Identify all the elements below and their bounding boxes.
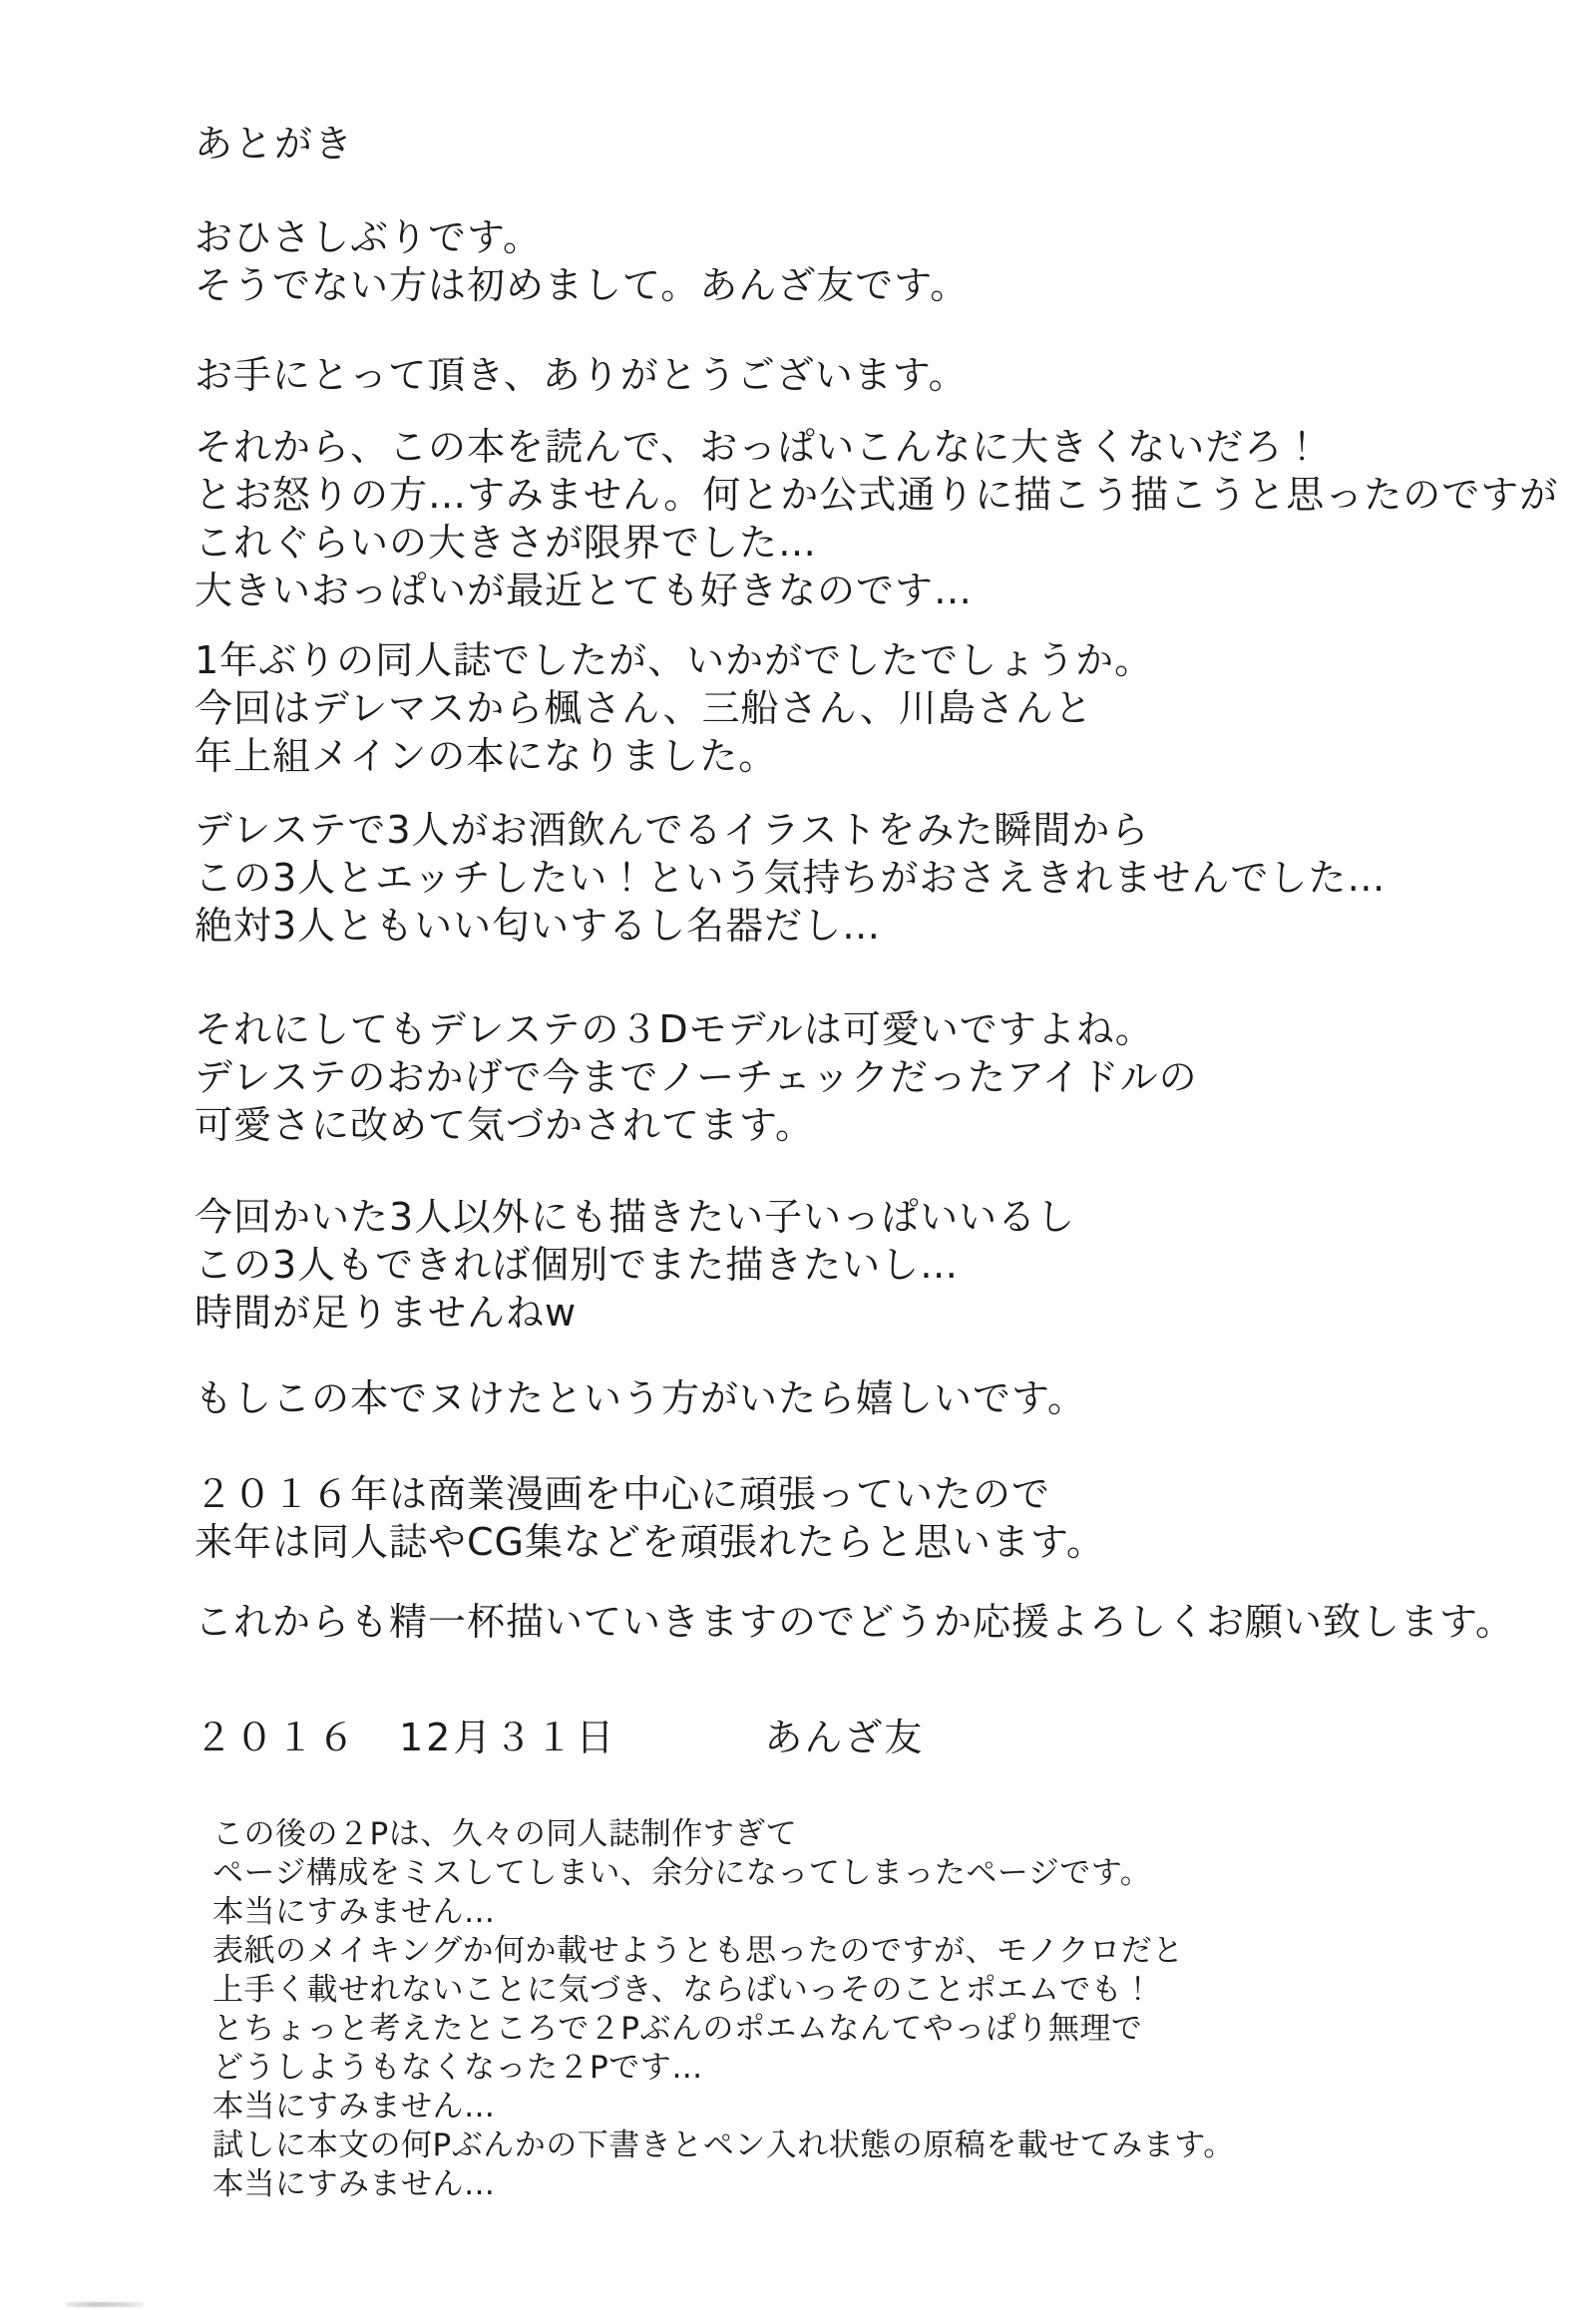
text-line: お手にとって頂き、ありがとうございます。 bbox=[195, 353, 968, 397]
signature-author: あんざ友 bbox=[764, 1716, 925, 1759]
text-line: とお怒りの方…すみません。何とか公式通りに描こう描こうと思ったのですが bbox=[195, 473, 1559, 517]
para-want-to-draw-more bbox=[195, 1193, 1075, 1337]
text-line: それにしてもデレステの３Dモデルは可愛いですよね。 bbox=[195, 1007, 1154, 1051]
signature-date: ２０１６ 12月３１日 bbox=[195, 1716, 617, 1759]
text-line: 本当にすみません… bbox=[212, 1894, 496, 1930]
text-line: 今回かいた3人以外にも描きたい子いっぱいいるし bbox=[195, 1195, 1076, 1239]
para-size-apology bbox=[195, 423, 1558, 614]
text-line: これぐらいの大きさが限界でした… bbox=[195, 521, 818, 565]
para-greeting bbox=[195, 213, 969, 309]
para-3d-models bbox=[195, 1005, 1198, 1149]
para-illustration-inspiration bbox=[195, 806, 1386, 950]
text-line: そうでない方は初めまして。あんざ友です。 bbox=[195, 263, 970, 307]
text-line: 本当にすみません… bbox=[212, 2166, 496, 2202]
text-line: どうしようもなくなった２Pです… bbox=[212, 2050, 703, 2086]
text-line: この3人とエッチしたい！という気持ちがおさえきれませんでした… bbox=[195, 856, 1387, 900]
text-line: 本当にすみません… bbox=[212, 2089, 496, 2124]
para-first-doujin-in-a-year bbox=[195, 636, 1153, 780]
para-thanks bbox=[195, 351, 968, 399]
text-line: 表紙のメイキングか何か載せようとも思ったのですが、モノクロだと bbox=[212, 1933, 1184, 1969]
text-line: とちょっと考えたところで２Pぶんのポエムなんてやっぱり無理で bbox=[212, 2011, 1143, 2047]
text-line: もしこの本でヌけたという方がいたら嬉しいです。 bbox=[195, 1376, 1086, 1420]
text-line: この3人もできれば個別でまた描きたいし… bbox=[195, 1243, 960, 1287]
text-line: それから、この本を読んで、おっぱいこんなに大きくないだろ！ bbox=[195, 425, 1323, 469]
text-line: 上手く載せれないことに気づき、ならばいっそのことポエムでも！ bbox=[212, 1972, 1154, 2008]
text-line: 試しに本文の何Pぶんかの下書きとペン入れ状態の原稿を載せてみます。 bbox=[212, 2127, 1235, 2163]
text-line: 今回はデレマスから楓さん、三船さん、川島さんと bbox=[195, 686, 1093, 730]
text-line: ページ構成をミスしてしまい、余分になってしまったページです。 bbox=[212, 1855, 1152, 1891]
text-line: 絶対3人ともいい匂いするし名器だし… bbox=[195, 904, 882, 948]
text-line: 年上組メインの本になりました。 bbox=[195, 734, 778, 778]
scan-smudge-artifact bbox=[66, 2302, 144, 2307]
text-line: 大きいおっぱいが最近とても好きなのです… bbox=[195, 569, 974, 612]
note-block bbox=[212, 1815, 1235, 2204]
text-line: この後の２Pは、久々の同人誌制作すぎて bbox=[212, 1816, 798, 1852]
text-line: 来年は同人誌やCG集などを頑張れたらと思います。 bbox=[195, 1520, 1105, 1564]
text-line: デレステのおかげで今までノーチェックだったアイドルの bbox=[195, 1055, 1198, 1099]
para-2016-plans bbox=[195, 1470, 1105, 1566]
text-line: 可愛さに改めて気づかされてます。 bbox=[195, 1103, 814, 1147]
para-hope-enjoyed bbox=[195, 1374, 1086, 1422]
text-line: 時間が足りませんねw bbox=[195, 1291, 578, 1335]
text-line: これからも精一杯描いていきますのでどうか応援よろしくお願い致します。 bbox=[195, 1600, 1514, 1644]
para-support-request bbox=[195, 1598, 1514, 1646]
page-title: あとがき bbox=[195, 122, 355, 166]
signature-line bbox=[195, 1714, 924, 1761]
text-line: おひさしぶりです。 bbox=[195, 215, 542, 259]
text-line: 1年ぶりの同人誌でしたが、いかがでしたでしょうか。 bbox=[195, 638, 1154, 682]
text-line: デレステで3人がお酒飲んでるイラストをみた瞬間から bbox=[195, 808, 1150, 852]
text-line: ２０１６年は商業漫画を中心に頑張っていたので bbox=[195, 1472, 1051, 1516]
